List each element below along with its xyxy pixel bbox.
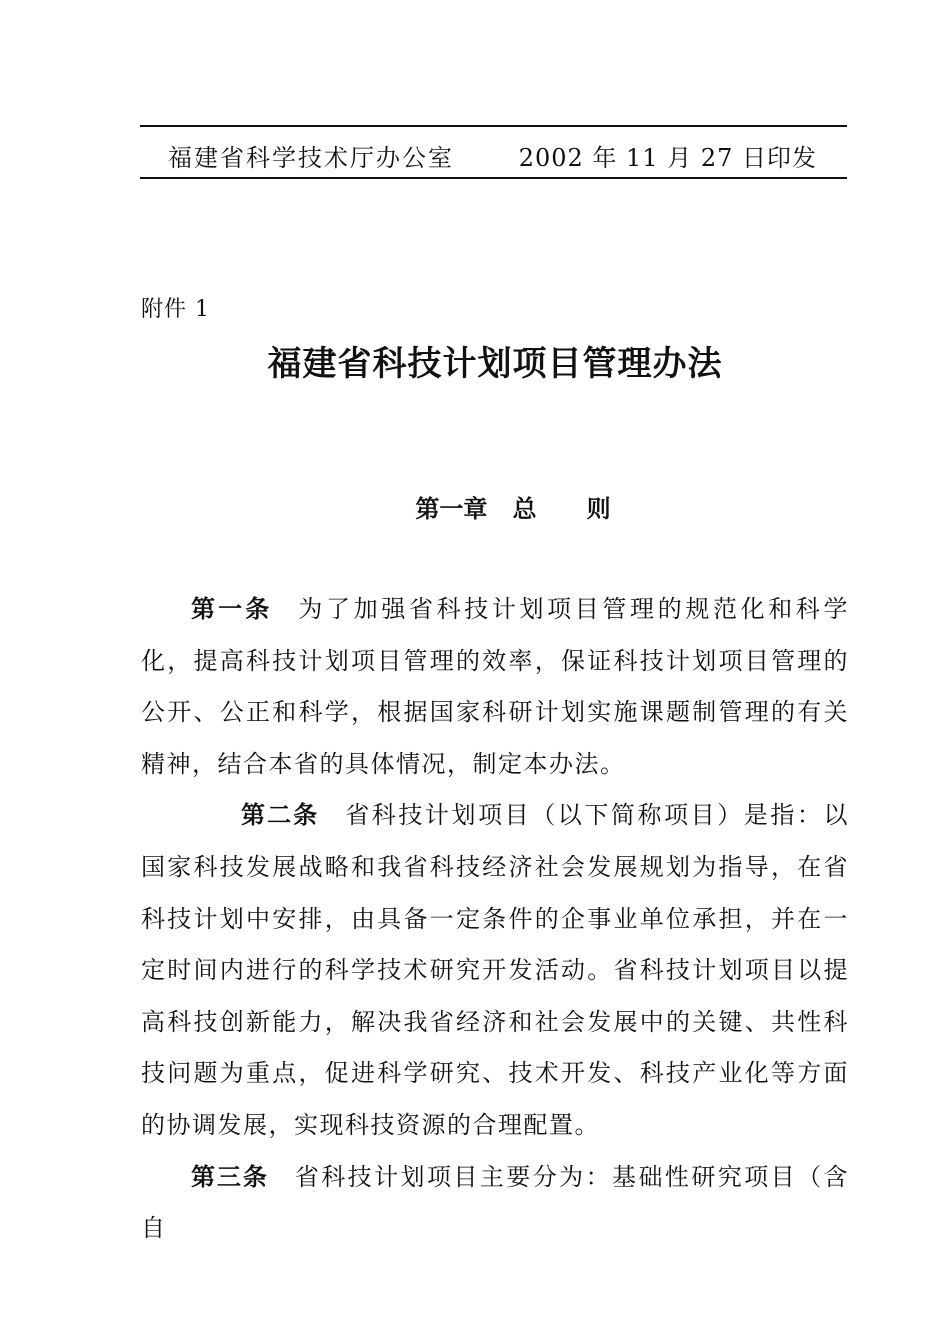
issuing-office: 福建省科学技术厅办公室 [168,144,454,172]
article-label: 第三条 [191,1162,269,1191]
article-paragraph [141,1152,849,1255]
attachment-label: 附件 1 [141,297,210,322]
article-paragraph [141,584,849,790]
issue-date: 2002 年 11 月 27 日印发 [518,144,817,172]
article-paragraph [141,790,849,1151]
chapter-heading: 第一章 总 则 [415,495,611,523]
article-label: 第一条 [191,595,273,623]
document-body [141,584,849,1255]
article-text: 省科技计划项目主要分为：基础性研究项目（含自 [141,1162,850,1243]
article-text: 为了加强省科技计划项目管理的规范化和科学化，提高科技计划项目管理的效率，保证科技计划项目管理的公开、公正和科学，根据国家科研计划实施课题制管理的有关精神，结合本省的具体情况，制定本办法。 [141,595,850,778]
article-label: 第二条 [241,801,320,830]
document-title: 福建省科技计划项目管理办法 [267,344,723,384]
issuance-header [140,125,847,179]
article-text: 省科技计划项目（以下简称项目）是指：以国家科技发展战略和我省科技经济社会发展规划为指导，在省科技计划中安排，由具备一定条件的企事业单位承担，并在一定时间内进行的科学技术研究开发活动。省科技计划项目以提高科技创新能力，解决我省经济和社会发展中的关键、共性科技问题为重点，促进科学研究、技术开发、科技产业化等方面的协调发展，实现科技资源的合理配置。 [141,801,850,1139]
